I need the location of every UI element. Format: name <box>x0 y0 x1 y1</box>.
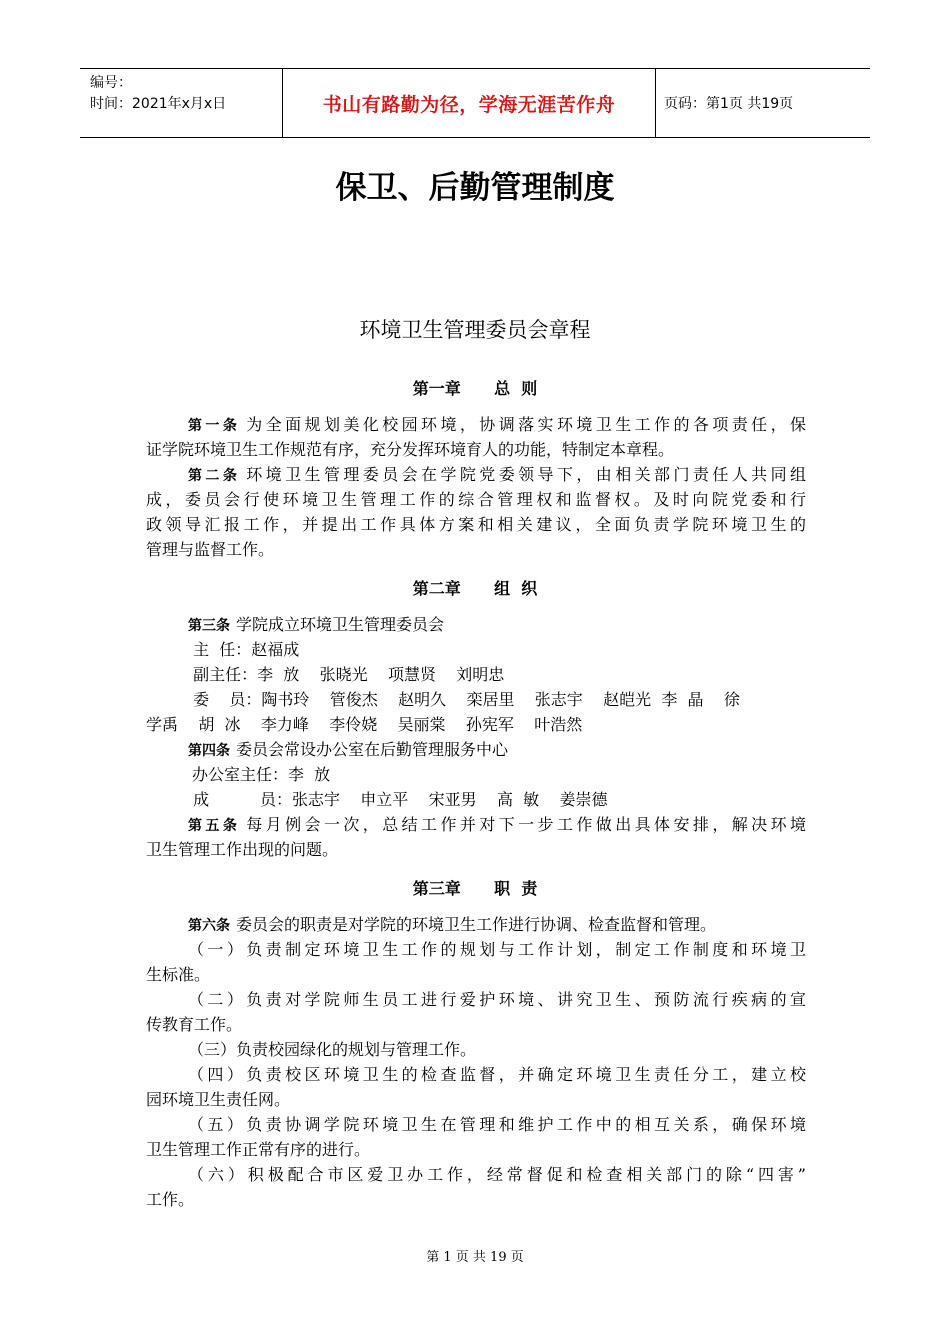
page-info: 页码：第1页 共19页 <box>664 96 794 112</box>
list-item-cont: 生标准。 <box>146 965 211 984</box>
article-label: 第六条 <box>188 918 230 934</box>
article-label: 第四条 <box>188 743 230 759</box>
paragraph-line: 成，委员会行使环境卫生管理工作的综合管理权和监督权。及时向院党委和行 <box>146 490 806 509</box>
list-item-cont: 园环境卫生责任网。 <box>146 1090 291 1109</box>
header-meta <box>80 69 282 137</box>
paragraph-line: 主 任：赵福成 <box>188 640 300 659</box>
paragraph-line: 第二条 环境卫生管理委员会在学院党委领导下，由相关部门责任人共同组 <box>188 465 806 484</box>
chapter-heading: 第三章 职 责 <box>412 879 538 898</box>
paragraph-line: 办公室主任：李 放 <box>192 765 331 784</box>
list-item: （五）负责协调学院环境卫生在管理和维护工作中的相互关系，确保环境 <box>188 1115 806 1134</box>
number-label: 编号： <box>90 75 132 91</box>
paragraph-line: 成 员：张志宇 申立平 宋亚男 高 敏 姜崇德 <box>188 790 608 809</box>
paragraph-line: 证学院环境卫生工作规范有序，充分发挥环境育人的功能，特制定本章程。 <box>146 440 675 459</box>
list-item: （二）负责对学院师生员工进行爱护环境、讲究卫生、预防流行疾病的宣 <box>188 990 806 1009</box>
page-title: 保卫、后勤管理制度 <box>335 170 615 206</box>
list-item-cont: 工作。 <box>146 1190 195 1209</box>
paragraph-line: 副主任：李 放 张晓光 项慧贤 刘明忠 <box>188 665 505 684</box>
list-item-cont: 卫生管理工作正常有序的进行。 <box>146 1140 371 1159</box>
paragraph-line: 政领导汇报工作，并提出工作具体方案和相关建议，全面负责学院环境卫生的 <box>146 515 806 534</box>
chapter-heading: 第二章 组 织 <box>412 579 538 598</box>
article-label: 第一条 <box>188 418 241 434</box>
paragraph-line: 管理与监督工作。 <box>146 540 275 559</box>
paragraph-line: 学禹 胡 冰 李力峰 李伶娆 吴丽棠 孙宪军 叶浩然 <box>146 715 583 734</box>
list-item: （六）积极配合市区爱卫办工作，经常督促和检查相关部门的除“四害” <box>188 1165 806 1184</box>
time-label: 时间：2021年x月x日 <box>90 96 227 112</box>
page-footer: 第 1 页 共 19 页 <box>426 1250 524 1265</box>
paragraph-line: 委 员：陶书玲 管俊杰 赵明久 栾居里 张志宇 赵皑光 李 晶 徐 <box>188 690 740 709</box>
chapter-heading: 第一章 总 则 <box>412 379 538 398</box>
paragraph-line: 第六条 委员会的职责是对学院的环境卫生工作进行协调、检查监督和管理。 <box>188 915 717 934</box>
list-item-cont: 传教育工作。 <box>146 1015 243 1034</box>
list-item: （三）负责校园绿化的规划与管理工作。 <box>188 1040 477 1059</box>
paragraph-line: 第一条 为全面规划美化校园环境，协调落实环境卫生工作的各项责任，保 <box>188 415 806 434</box>
document-header <box>80 68 870 138</box>
paragraph-line: 第三条 学院成立环境卫生管理委员会 <box>188 615 445 634</box>
paragraph-line: 第五条 每月例会一次，总结工作并对下一步工作做出具体安排，解决环境 <box>188 815 806 834</box>
paragraph-line: 卫生管理工作出现的问题。 <box>146 840 339 859</box>
list-item: （四）负责校区环境卫生的检查监督，并确定环境卫生责任分工，建立校 <box>188 1065 806 1084</box>
article-label: 第三条 <box>188 618 230 634</box>
article-label: 第五条 <box>188 818 241 834</box>
header-motto-cell <box>282 69 656 137</box>
motto: 书山有路勤为径，学海无涯苦作舟 <box>322 93 616 116</box>
paragraph-line: 第四条 委员会常设办公室在后勤管理服务中心 <box>188 740 509 759</box>
section-title: 环境卫生管理委员会章程 <box>359 318 591 342</box>
list-item: （一）负责制定环境卫生工作的规划与工作计划，制定工作制度和环境卫 <box>188 940 806 959</box>
article-label: 第二条 <box>188 468 241 484</box>
